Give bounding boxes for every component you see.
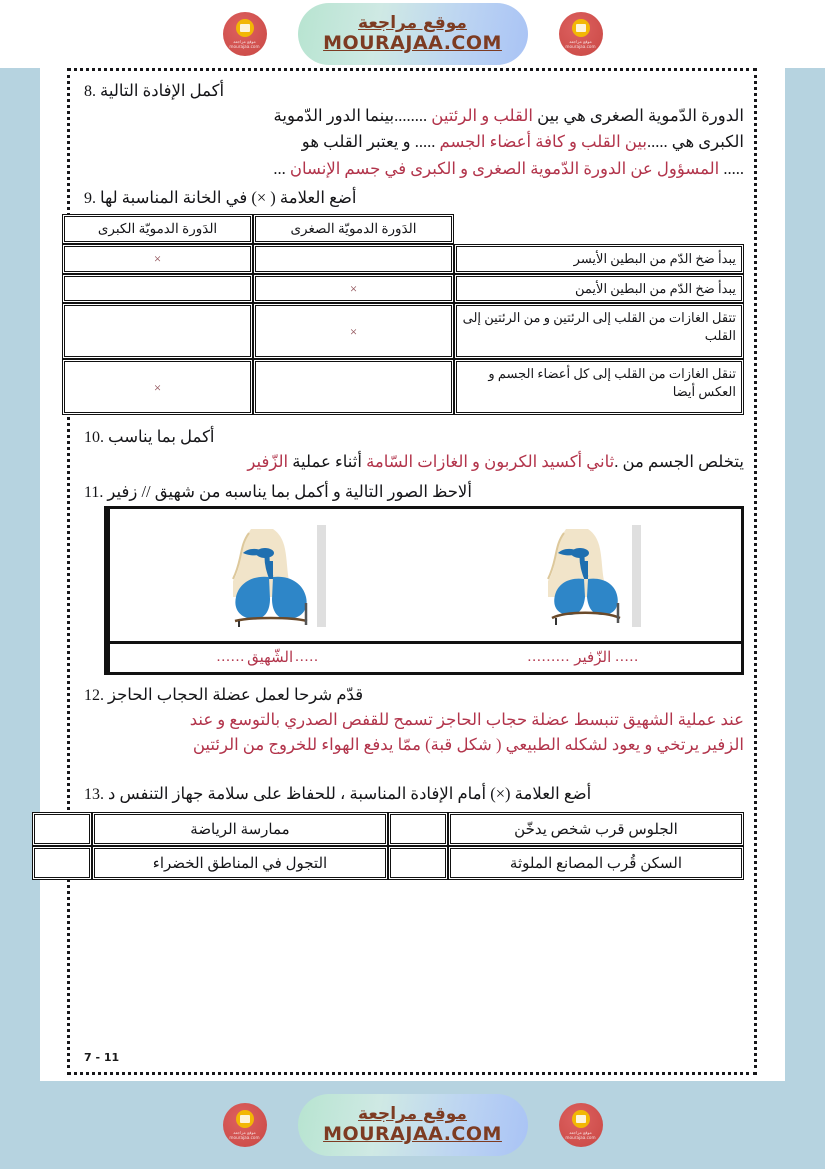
logo-book-mark-icon-2 (572, 19, 590, 37)
mourajaa-logo-icon-2 (559, 12, 603, 56)
table-row (32, 812, 744, 846)
q10-s4: الزّفير (247, 452, 289, 472)
logo-caption-ar-3: موقع مراجعة (233, 1129, 256, 1135)
q8-l1-s3: ........بينما الدور الدّموية (273, 106, 432, 125)
question-13-number: 13. (84, 786, 104, 803)
figure-cell-inhalation (107, 509, 426, 641)
q10-s2: ثاني أكسيد الكربون و الغازات السّامة (366, 452, 615, 472)
logo-book-mark-icon-4 (572, 1110, 590, 1128)
row-4-soghra-cell[interactable] (253, 359, 454, 415)
question-13-table (32, 812, 744, 880)
question-8-heading (84, 81, 744, 101)
q8-l2-s2: بين القلب و كافة أعضاء الجسم (439, 132, 647, 152)
top-watermark-banner (0, 0, 825, 68)
figures-row (107, 509, 741, 641)
figure-cell-exhalation (426, 509, 742, 641)
row-1-right-statement: الجلوس قرب شخص يدخّن (448, 812, 744, 846)
question-9-number: 9. (84, 190, 96, 208)
row-1-koubra-cell[interactable]: × (62, 244, 253, 274)
logo-caption-en-3: mourajaa.com (229, 1135, 260, 1140)
logo-book-mark-icon (236, 19, 254, 37)
q8-l3-s3: ... (273, 158, 290, 178)
worksheet-sheet (40, 25, 785, 1097)
question-9-heading (84, 188, 744, 208)
logo-caption-ar: موقع مراجعة (233, 38, 256, 44)
table-header-row (62, 214, 744, 244)
header-koubra: الدَورة الدمويّة الكبرى (62, 214, 253, 244)
q8-l1-s1: الدورة الدّموية الصغرى هي بين (532, 106, 744, 125)
row-1-statement: يبدأ ضخ الدّم من البطين الأيسر (454, 244, 744, 274)
logo-caption-en-2: mourajaa.com (565, 44, 596, 49)
watermark-site-text: MOURAJAA.COM (323, 32, 502, 54)
q8-l1-s2: القلب و الرئتين (431, 106, 533, 125)
logo-caption-3 (229, 1130, 259, 1141)
question-8-answer-line-1 (84, 103, 744, 129)
mourajaa-logo-icon (223, 12, 267, 56)
q10-s3: أثناء عملية (288, 452, 367, 472)
table-row (62, 359, 744, 415)
bottom-watermark-banner (0, 1081, 825, 1169)
row-1-right-checkbox[interactable] (388, 812, 448, 846)
row-1-soghra-cell[interactable] (253, 244, 454, 274)
question-8-answer-line-3 (84, 156, 744, 182)
q8-l2-s3: ..... و يعتبر القلب هو (301, 132, 440, 152)
exhalation-dots-after: ......... (527, 649, 571, 666)
figure-labels-row (107, 641, 741, 672)
inhalation-dots-after: ...... (216, 649, 246, 666)
row-3-statement: تتقل الغازات من القلب إلى الرئتين و من الرئتين إلى القلب (454, 303, 744, 359)
watermark-pill (298, 3, 528, 65)
page-content (84, 81, 744, 880)
q10-s1: يتخلص الجسم من . (614, 452, 744, 472)
logo-caption-4 (565, 1130, 595, 1141)
banner-inner-bottom (229, 1094, 596, 1156)
question-12-answer-line-1: عند عملية الشهيق تنبسط عضلة حجاب الحاجز تسمح للقفص الصدري بالتوسع و عند (189, 709, 744, 729)
row-2-statement: يبدأ ضخ الدّم من البطين الأيمن (454, 274, 744, 304)
logo-caption (229, 39, 259, 50)
mourajaa-logo-icon-4 (559, 1103, 603, 1147)
inhalation-label-text: الشّهيق (247, 650, 294, 667)
watermark-pill-bottom (298, 1094, 528, 1156)
row-3-koubra-cell[interactable] (62, 303, 253, 359)
logo-caption-ar-4: موقع مراجعة (569, 1129, 592, 1135)
page-dotted-frame (67, 68, 757, 1075)
logo-caption-en-4: mourajaa.com (565, 1135, 596, 1140)
question-9-table (62, 214, 744, 415)
question-8-prompt: أكمل الإفادة التالية (100, 81, 225, 100)
question-11-prompt: ألاحظ الصور التالية و أكمل بما يناسبه من شهيق // زفير (107, 481, 472, 501)
exhalation-label-text: الزّفير (574, 650, 612, 667)
question-10-number: 10. (84, 429, 104, 447)
q8-l3-s1: ..... (719, 158, 744, 178)
table-row (62, 274, 744, 304)
row-2-left-statement: التجول في المناطق الخضراء (92, 846, 388, 880)
row-2-right-statement: السكن قُرب المصانع الملوثة (448, 846, 744, 880)
logo-caption-en: mourajaa.com (229, 44, 260, 49)
logo-caption-2 (565, 39, 595, 50)
lungs-exhalation-diagram-icon (508, 515, 658, 635)
row-2-left-checkbox[interactable] (32, 846, 92, 880)
question-13-prompt: أضع العلامة (×) أمام الإفادة المناسبة ، للحفاظ على سلامة جهاز التنفس د (108, 784, 592, 803)
inhalation-dots-before: ..... (295, 649, 319, 666)
row-2-koubra-cell[interactable] (62, 274, 253, 304)
table-row (32, 846, 744, 880)
lungs-inhalation-diagram-icon (193, 515, 343, 635)
watermark-arabic-text: موقع مراجعة (358, 13, 467, 33)
row-1-left-checkbox[interactable] (32, 812, 92, 846)
row-2-right-checkbox[interactable] (388, 846, 448, 880)
question-8-number: 8. (84, 83, 96, 100)
question-12-prompt: قدّم شرحا لعمل عضلة الحجاب الحاجز (108, 684, 364, 704)
watermark-site-text-bottom: MOURAJAA.COM (323, 1123, 502, 1145)
page-number: 7 - 11 (84, 1051, 120, 1064)
question-11-number: 11. (84, 483, 104, 501)
q8-l3-s2: المسؤول عن الدورة الدّموية الصغرى و الكبرى في جسم الإنسان (289, 158, 720, 178)
banner-inner-top (229, 3, 596, 65)
logo-caption-ar-2: موقع مراجعة (569, 38, 592, 44)
question-12-heading (84, 685, 744, 705)
logo-book-mark-icon-3 (236, 1110, 254, 1128)
watermark-arabic-text-bottom: موقع مراجعة (358, 1104, 467, 1124)
table-row (62, 303, 744, 359)
row-1-left-statement: ممارسة الرياضة (92, 812, 388, 846)
row-4-statement: تنقل الغازات من القلب إلى كل أعضاء الجسم و العكس أيضا (454, 359, 744, 415)
question-8-answer-line-2 (84, 129, 744, 155)
header-soghra: الدَورة الدمويّة الصغرى (253, 214, 454, 244)
figure-label-exhalation[interactable] (426, 644, 742, 672)
question-10-prompt: أكمل بما يناسب (108, 427, 215, 447)
exhalation-dots-before: ..... (615, 649, 639, 666)
q8-l2-s1: الكبرى هي ..... (646, 132, 744, 152)
question-11-figure-block (104, 506, 744, 675)
question-10-heading (84, 427, 744, 447)
row-3-soghra-cell[interactable]: × (253, 303, 454, 359)
question-12-answer-line-2: الزفير يرتخي و يعود لشكله الطبيعي ( شكل قبة) ممّا يدفع الهواء للخروج من الرئتين (192, 735, 744, 755)
question-12-number: 12. (84, 686, 104, 704)
question-9-prompt: أضع العلامة ( ×) في الخانة المناسبة لها (100, 188, 357, 208)
table-row (62, 244, 744, 274)
figure-label-inhalation[interactable] (107, 644, 426, 672)
header-statement-blank (454, 214, 744, 244)
mourajaa-logo-icon-3 (223, 1103, 267, 1147)
question-13-heading (84, 784, 744, 804)
row-2-soghra-cell[interactable]: × (253, 274, 454, 304)
question-10-answer (84, 449, 744, 475)
row-4-koubra-cell[interactable]: × (62, 359, 253, 415)
question-11-heading (84, 482, 744, 502)
